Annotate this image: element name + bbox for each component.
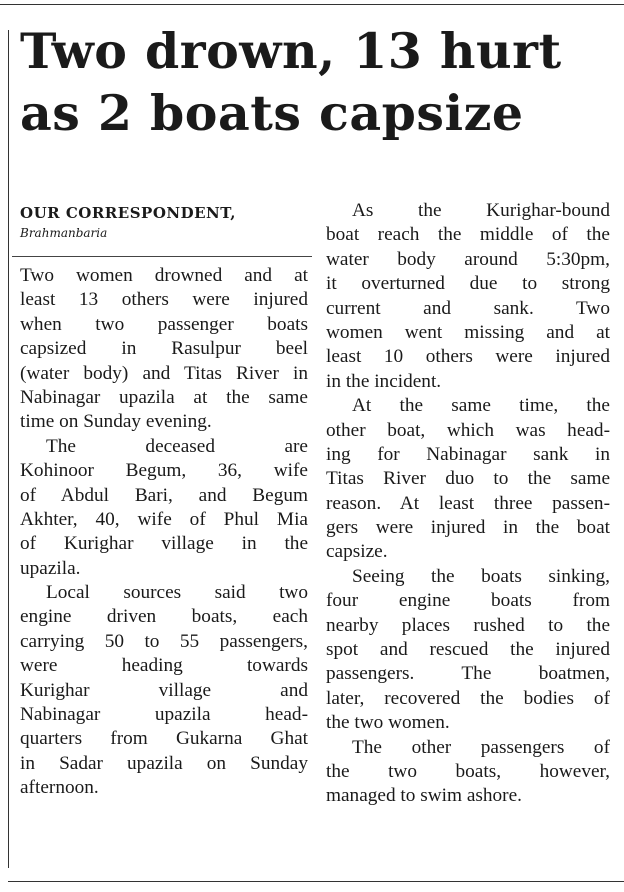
article-text-line: when two passenger boats (20, 313, 308, 335)
article-text-line: At the same time, the (352, 395, 610, 417)
article-text-line: water body around 5:30pm, (326, 248, 610, 270)
article-text-line: afternoon. (20, 777, 99, 799)
article-text-line: Nabinagar upazila head- (20, 704, 308, 726)
article-text-line: capsize. (326, 541, 388, 563)
article-column-right (326, 199, 610, 809)
article-text-line: least 13 others were injured (20, 289, 308, 311)
article-text-line: Titas River duo to the same (326, 468, 610, 490)
byline-author: OUR CORRESPONDENT, (20, 204, 236, 222)
article-text-line: time on Sunday evening. (20, 411, 212, 433)
article-text-line: upazila. (20, 557, 81, 579)
article-text-line: the two women. (326, 712, 450, 734)
article-text-line: The other passengers of (352, 736, 610, 758)
article-text-line: reason. At least three passen- (326, 492, 610, 514)
headline-line: Two drown, 13 hurt (20, 22, 562, 80)
article-text-line: Nabinagar upazila at the same (20, 386, 308, 408)
article-text-line: spot and rescued the injured (326, 639, 610, 661)
article-text-line: Seeing the boats sinking, (352, 565, 610, 587)
article-text-line: quarters from Gukarna Ghat (20, 728, 308, 750)
article-text-line: Kurighar village and (20, 679, 308, 701)
article-text-line: the two boats, however, (326, 760, 610, 782)
top-rule (0, 4, 624, 5)
article-text-line: (water body) and Titas River in (20, 362, 308, 384)
article-text-line: later, recovered the bodies of (326, 687, 610, 709)
article-text-line: four engine boats from (326, 590, 610, 612)
article-text-line: The deceased are (46, 435, 308, 457)
article-text-line: boat reach the middle of the (326, 224, 610, 246)
article-column-left (20, 264, 308, 801)
article-text-line: in Sadar upazila on Sunday (20, 752, 308, 774)
headline (20, 20, 620, 144)
article-text-line: passengers. The boatmen, (326, 663, 610, 685)
headline-line: as 2 boats capsize (20, 84, 524, 142)
article-text-line: As the Kurighar-bound (352, 200, 610, 221)
article-text-line: of Kurighar village in the (20, 533, 308, 555)
article-text-line: engine driven boats, each (20, 606, 308, 628)
byline-dateline: Brahmanbaria (20, 226, 108, 240)
article-text-line: current and sank. Two (326, 297, 610, 319)
byline-rule (12, 256, 312, 257)
article-text-line: Two women drowned and at (20, 265, 308, 286)
left-column-rule (8, 30, 9, 868)
article-text-line: were heading towards (20, 655, 308, 677)
article-text-line: it overturned due to strong (326, 273, 610, 295)
article-text-line: in the incident. (326, 370, 442, 392)
article-text-line: gers were injured in the boat (326, 517, 610, 539)
article-text-line: women went missing and at (326, 321, 610, 343)
article-text-line: Kohinoor Begum, 36, wife (20, 460, 308, 482)
article-text-line: nearby places rushed to the (326, 614, 610, 636)
article-text-line: other boat, which was head- (326, 419, 610, 441)
article-text-line: Local sources said two (46, 582, 308, 604)
article-text-line: capsized in Rasulpur beel (20, 338, 308, 360)
article-text-line: Akhter, 40, wife of Phul Mia (20, 508, 308, 530)
byline (20, 204, 310, 242)
bottom-rule (8, 881, 624, 882)
article-text-line: ing for Nabinagar sank in (326, 443, 610, 465)
article-text-line: of Abdul Bari, and Begum (20, 484, 308, 506)
article-text-line: managed to swim ashore. (326, 785, 522, 807)
article-text-line: carrying 50 to 55 passengers, (20, 630, 308, 652)
article-text-line: least 10 others were injured (326, 346, 610, 368)
